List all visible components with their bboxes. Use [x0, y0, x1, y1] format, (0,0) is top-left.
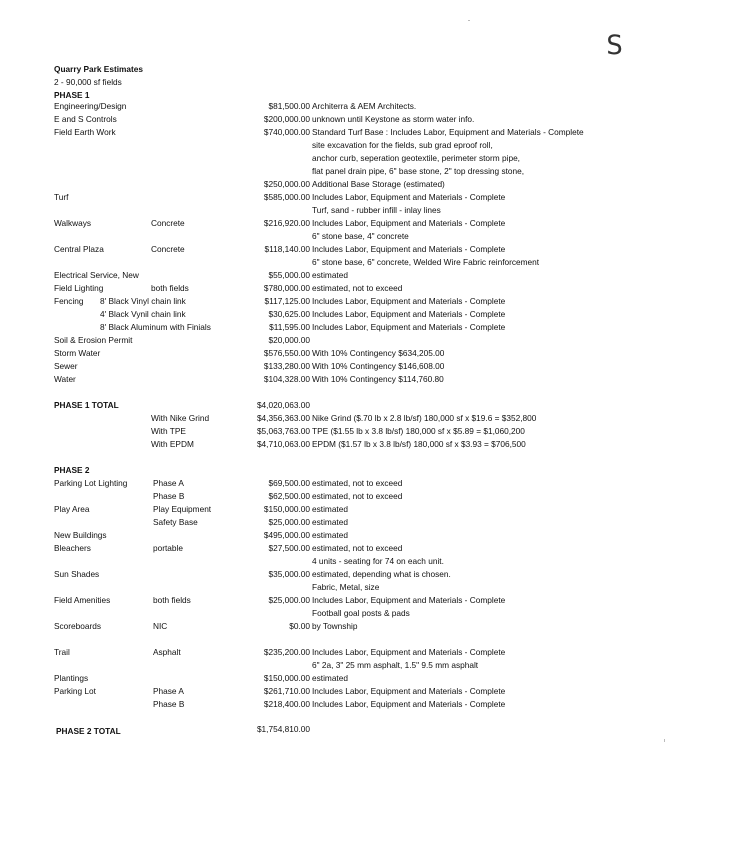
phase-2-item-description: estimated — [312, 530, 348, 540]
phase-2-item-label: Parking Lot — [54, 686, 96, 696]
phase-1-item-description: With 10% Contingency $146,608.00 — [312, 361, 445, 371]
phase-1-item-label: Water — [54, 374, 76, 384]
phase-2-item-sublabel: Phase A — [153, 686, 184, 696]
phase-1-item-label: Soil & Erosion Permit — [54, 335, 133, 345]
phase-1-item-amount: $585,000.00 — [263, 192, 310, 202]
phase-2-item-sublabel: portable — [153, 543, 183, 553]
phase-1-item-description: Architerra & AEM Architects. — [312, 101, 417, 111]
phase-1-item-label: Turf — [54, 192, 69, 202]
corner-handwritten-mark: S — [606, 30, 623, 61]
phase-2-item-description: estimated, not to exceed — [312, 478, 403, 488]
phase-2-item-sublabel: Phase B — [153, 699, 185, 709]
phase-1-item-amount: $576,550.00 — [263, 348, 310, 358]
phase-1-item-label: Sewer — [54, 361, 78, 371]
phase-1-item-amount: $250,000.00 — [263, 179, 310, 189]
phase-1-item-description: Includes Labor, Equipment and Materials - Complete — [312, 309, 506, 319]
phase-1-item-description: flat panel drain pipe, 6" base stone, 2" top dressing stone, — [312, 166, 525, 176]
phase-1-item-description: With 10% Contingency $114,760.80 — [312, 374, 444, 384]
phase-1-item-description: site excavation for the fields, sub grad eproof roll, — [312, 140, 493, 150]
phase-2-heading: PHASE 2 — [54, 465, 90, 475]
phase-1-option-description: EPDM ($1.57 lb x 3.8 lb/sf) 180,000 sf x $3.93 = $706,500 — [312, 439, 526, 449]
phase-1-item-label: Storm Water — [54, 348, 101, 358]
phase-2-item-description: 4 units - seating for 74 on each unit. — [312, 556, 444, 566]
phase-1-option-description: TPE ($1.55 lb x 3.8 lb/sf) 180,000 sf x $5.89 = $1,060,200 — [312, 426, 525, 436]
phase-1-item-amount: $740,000.00 — [263, 127, 310, 137]
phase-2-item-description: Football goal posts & pads — [312, 608, 410, 618]
phase-1-item-amount: $200,000.00 — [263, 114, 310, 124]
phase-1-item-amount: $104,328.00 — [263, 374, 310, 384]
phase-1-item-description: anchor curb, seperation geotextile, perimeter storm pipe, — [312, 153, 520, 163]
phase-2-item-label: Field Amenities — [54, 595, 111, 605]
phase-1-item-sublabel: 4' Black Vynil chain link — [100, 309, 186, 319]
phase-2-item-amount: $218,400.00 — [263, 699, 310, 709]
phase-1-item-label: Field Lighting — [54, 283, 104, 293]
phase-2-item-label: Bleachers — [54, 543, 91, 553]
phase-1-item-amount: $20,000.00 — [268, 335, 310, 345]
phase-2-item-amount: $27,500.00 — [268, 543, 310, 553]
phase-1-item-amount: $117,125.00 — [264, 296, 310, 306]
phase-1-item-sublabel: both fields — [151, 283, 189, 293]
phase-1-item-description: Additional Base Storage (estimated) — [312, 179, 445, 189]
phase-1-item-description: With 10% Contingency $634,205.00 — [312, 348, 445, 358]
phase-2-item-label: Scoreboards — [54, 621, 102, 631]
phase-2-item-amount: $69,500.00 — [268, 478, 310, 488]
phase-2-item-amount: $150,000.00 — [263, 504, 310, 514]
phase-1-item-description: Includes Labor, Equipment and Materials - Complete — [312, 218, 506, 228]
phase-1-option-amount: $4,356,363.00 — [256, 413, 310, 423]
phase-1-item-sublabel: Concrete — [151, 218, 185, 228]
phase-1-option-label: With TPE — [151, 426, 186, 436]
phase-2-item-amount: $62,500.00 — [268, 491, 310, 501]
phase-2-item-sublabel: Play Equipment — [153, 504, 212, 514]
phase-1-item-description: unknown until Keystone as storm water info. — [312, 114, 475, 124]
phase-2-item-amount: $261,710.00 — [263, 686, 310, 696]
phase-1-item-amount: $11,595.00 — [269, 322, 310, 332]
phase-2-item-amount: $495,000.00 — [263, 530, 310, 540]
phase-2-item-label: New Buildings — [54, 530, 107, 540]
phase-1-item-amount: $216,920.00 — [263, 218, 310, 228]
phase-2-item-amount: $25,000.00 — [268, 595, 310, 605]
phase-2-item-label: Parking Lot Lighting — [54, 478, 128, 488]
phase-2-item-sublabel: Phase A — [153, 478, 184, 488]
phase-2-total-amount: $1,754,810.00 — [256, 724, 310, 734]
phase-1-item-label: Walkways — [54, 218, 92, 228]
phase-1-option-label: With EPDM — [151, 439, 194, 449]
phase-1-item-description: 6" stone base, 4" concrete — [312, 231, 409, 241]
phase-2-item-label: Plantings — [54, 673, 89, 683]
phase-2-item-amount: $150,000.00 — [263, 673, 310, 683]
phase-2-item-label: Sun Shades — [54, 569, 100, 579]
phase-2-item-description: estimated — [312, 504, 348, 514]
phase-1-item-amount: $780,000.00 — [263, 283, 310, 293]
phase-2-item-description: estimated — [312, 517, 348, 527]
phase-2-item-sublabel: Phase B — [153, 491, 185, 501]
document-subtitle: 2 - 90,000 sf fields — [54, 77, 122, 87]
phase-1-option-amount: $5,063,763.00 — [256, 426, 310, 436]
phase-2-item-description: Fabric, Metal, size — [312, 582, 380, 592]
phase-1-item-amount: $30,625.00 — [268, 309, 310, 319]
phase-1-item-description: estimated, not to exceed — [312, 283, 403, 293]
phase-2-item-description: Includes Labor, Equipment and Materials - Complete — [312, 595, 506, 605]
phase-2-item-sublabel: NIC — [153, 621, 168, 631]
phase-1-item-label: Fencing — [54, 296, 84, 306]
phase-1-item-description: Turf, sand - rubber infill - inlay lines — [312, 205, 441, 215]
phase-1-option-label: With Nike Grind — [151, 413, 210, 423]
phase-1-item-description: estimated — [312, 270, 348, 280]
document-title: Quarry Park Estimates — [54, 64, 144, 74]
phase-1-item-amount: $133,280.00 — [263, 361, 310, 371]
phase-2-item-label: Trail — [54, 647, 70, 657]
phase-1-item-description: Includes Labor, Equipment and Materials - Complete — [312, 244, 506, 254]
phase-1-item-description: Includes Labor, Equipment and Materials - Complete — [312, 192, 506, 202]
phase-2-item-label: Play Area — [54, 504, 90, 514]
phase-2-item-amount: $0.00 — [289, 621, 310, 631]
phase-1-item-label: Central Plaza — [54, 244, 104, 254]
phase-1-item-description: Includes Labor, Equipment and Materials - Complete — [312, 322, 506, 332]
phase-1-option-amount: $4,710,063.00 — [256, 439, 310, 449]
phase-1-item-sublabel: 8' Black Aluminum with Finials — [100, 322, 211, 332]
phase-1-heading: PHASE 1 — [54, 90, 90, 100]
phase-1-item-label: Electrical Service, New — [54, 270, 139, 280]
phase-2-item-description: Includes Labor, Equipment and Materials - Complete — [312, 699, 506, 709]
scan-speck — [468, 20, 470, 21]
phase-1-item-sublabel: 8' Black Vinyl chain link — [100, 296, 186, 306]
phase-2-total-label: PHASE 2 TOTAL — [56, 726, 121, 736]
phase-2-item-description: Includes Labor, Equipment and Materials - Complete — [312, 686, 506, 696]
phase-1-item-amount: $55,000.00 — [268, 270, 310, 280]
phase-1-item-label: Engineering/Design — [54, 101, 127, 111]
phase-1-item-label: Field Earth Work — [54, 127, 116, 137]
phase-2-item-amount: $35,000.00 — [268, 569, 310, 579]
phase-1-item-description: 6" stone base, 6" concrete, Welded Wire Fabric reinforcement — [312, 257, 540, 267]
phase-2-item-description: Includes Labor, Equipment and Materials - Complete — [312, 647, 506, 657]
phase-2-item-description: estimated, depending what is chosen. — [312, 569, 451, 579]
phase-1-total-label: PHASE 1 TOTAL — [54, 400, 119, 410]
phase-1-option-description: Nike Grind ($.70 lb x 2.8 lb/sf) 180,000 sf x $19.6 = $352,800 — [312, 413, 537, 423]
phase-1-item-description: Standard Turf Base : Includes Labor, Equipment and Materials - Complete — [312, 127, 584, 137]
phase-2-item-amount: $25,000.00 — [268, 517, 310, 527]
phase-1-total-amount: $4,020,063.00 — [256, 400, 310, 410]
phase-2-item-sublabel: Asphalt — [153, 647, 181, 657]
phase-1-item-amount: $118,140.00 — [264, 244, 310, 254]
phase-1-item-description: Includes Labor, Equipment and Materials - Complete — [312, 296, 506, 306]
phase-2-item-description: estimated, not to exceed — [312, 543, 403, 553]
phase-1-item-amount: $81,500.00 — [268, 101, 310, 111]
phase-2-item-sublabel: both fields — [153, 595, 191, 605]
phase-2-item-sublabel: Safety Base — [153, 517, 198, 527]
phase-2-item-description: 6" 2a, 3" 25 mm asphalt, 1.5" 9.5 mm asphalt — [312, 660, 479, 670]
phase-1-item-label: E and S Controls — [54, 114, 117, 124]
scan-speck — [664, 739, 665, 742]
phase-2-item-description: estimated, not to exceed — [312, 491, 403, 501]
phase-2-item-description: by Township — [312, 621, 358, 631]
phase-2-item-amount: $235,200.00 — [263, 647, 310, 657]
phase-2-item-description: estimated — [312, 673, 348, 683]
phase-1-item-sublabel: Concrete — [151, 244, 185, 254]
